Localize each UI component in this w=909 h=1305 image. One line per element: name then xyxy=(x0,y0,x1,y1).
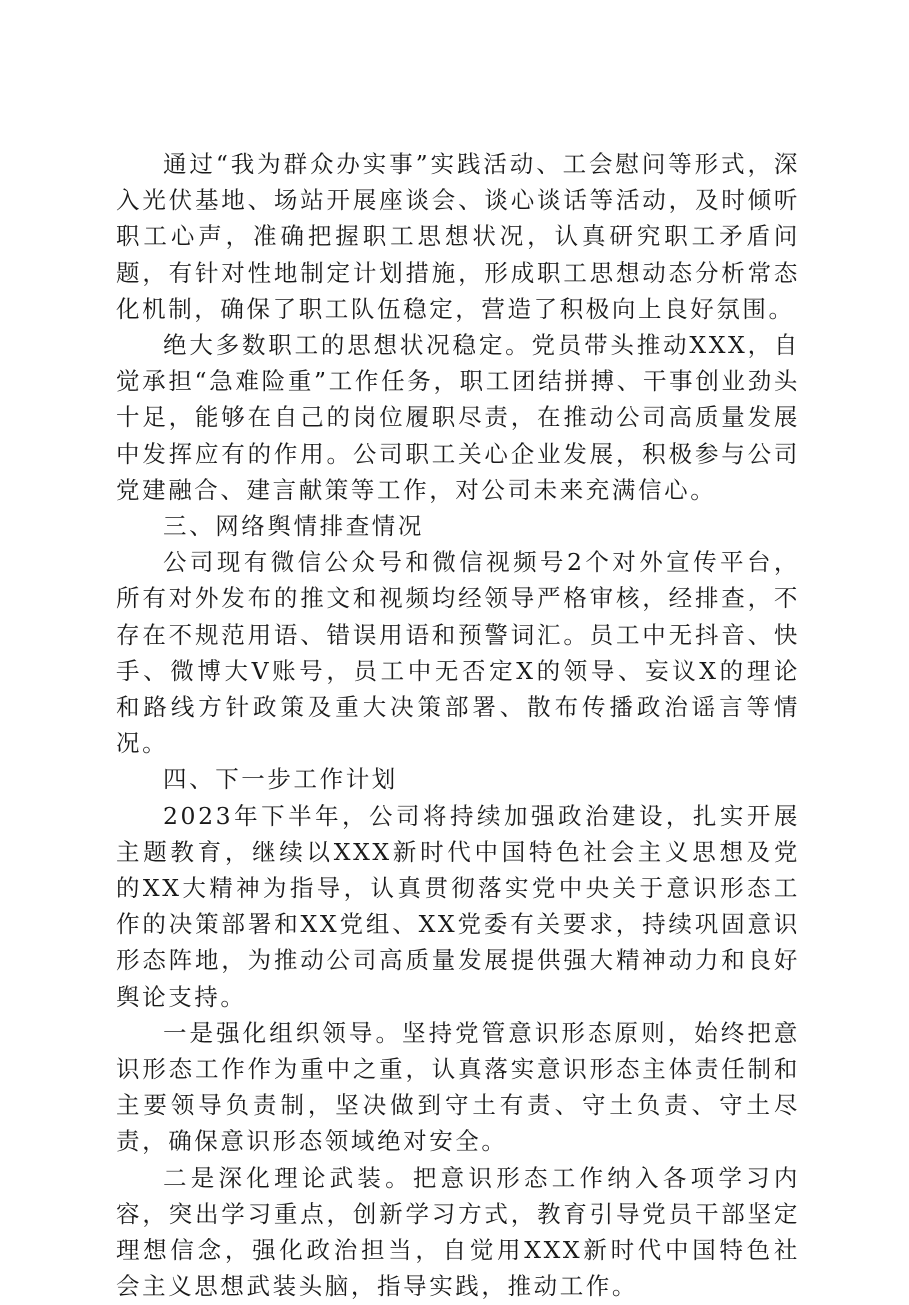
document-body xyxy=(116,146,800,1305)
section-heading-3: 三、网络舆情排查情况 xyxy=(163,512,424,541)
paragraph-5: 一是强化组织领导。坚持党管意识形态原则，始终把意识形态工作作为重中之重，认真落实意识形态主体责任制和主要领导负责制，坚决做到守土有责、守土负责、守土尽责，确保意识形态领域绝对安全。 xyxy=(116,1018,800,1156)
paragraph-4: 2023年下半年，公司将持续加强政治建设，扎实开展主题教育，继续以XXX新时代中国特色社会主义思想及党的XX大精神为指导，认真贯彻落实党中央关于意识形态工作的决策部署和XX党组、XX党委有关要求，持续巩固意识形态阵地，为推动公司高质量发展提供强大精神动力和良好舆论支持。 xyxy=(116,801,800,1011)
paragraph-2: 绝大多数职工的思想状况稳定。党员带头推动XXX，自觉承担“急难险重”工作任务，职工团结拼搏、干事创业劲头十足，能够在自己的岗位履职尽责，在推动公司高质量发展中发挥应有的作用。公司职工关心企业发展，积极参与公司党建融合、建言献策等工作，对公司未来充满信心。 xyxy=(116,331,800,504)
section-heading-4: 四、下一步工作计划 xyxy=(163,765,398,794)
paragraph-1: 通过“我为群众办实事”实践活动、工会慰问等形式，深入光伏基地、场站开展座谈会、谈心谈话等活动，及时倾听职工心声，准确把握职工思想状况，认真研究职工矛盾问题，有针对性地制定计划措施，形成职工思想动态分析常态化机制，确保了职工队伍稳定，营造了积极向上良好氛围。 xyxy=(116,150,800,323)
paragraph-6: 二是深化理论武装。把意识形态工作纳入各项学习内容，突出学习重点，创新学习方式，教育引导党员干部坚定理想信念，强化政治担当，自觉用XXX新时代中国特色社会主义思想武装头脑，指导实践，推动工作。 xyxy=(116,1163,800,1301)
paragraph-3: 公司现有微信公众号和微信视频号2个对外宣传平台，所有对外发布的推文和视频均经领导严格审核，经排查，不存在不规范用语、错误用语和预警词汇。员工中无抖音、快手、微博大V账号，员工中无否定X的领导、妄议X的理论和路线方针政策及重大决策部署、散布传播政治谣言等情况。 xyxy=(116,548,800,758)
